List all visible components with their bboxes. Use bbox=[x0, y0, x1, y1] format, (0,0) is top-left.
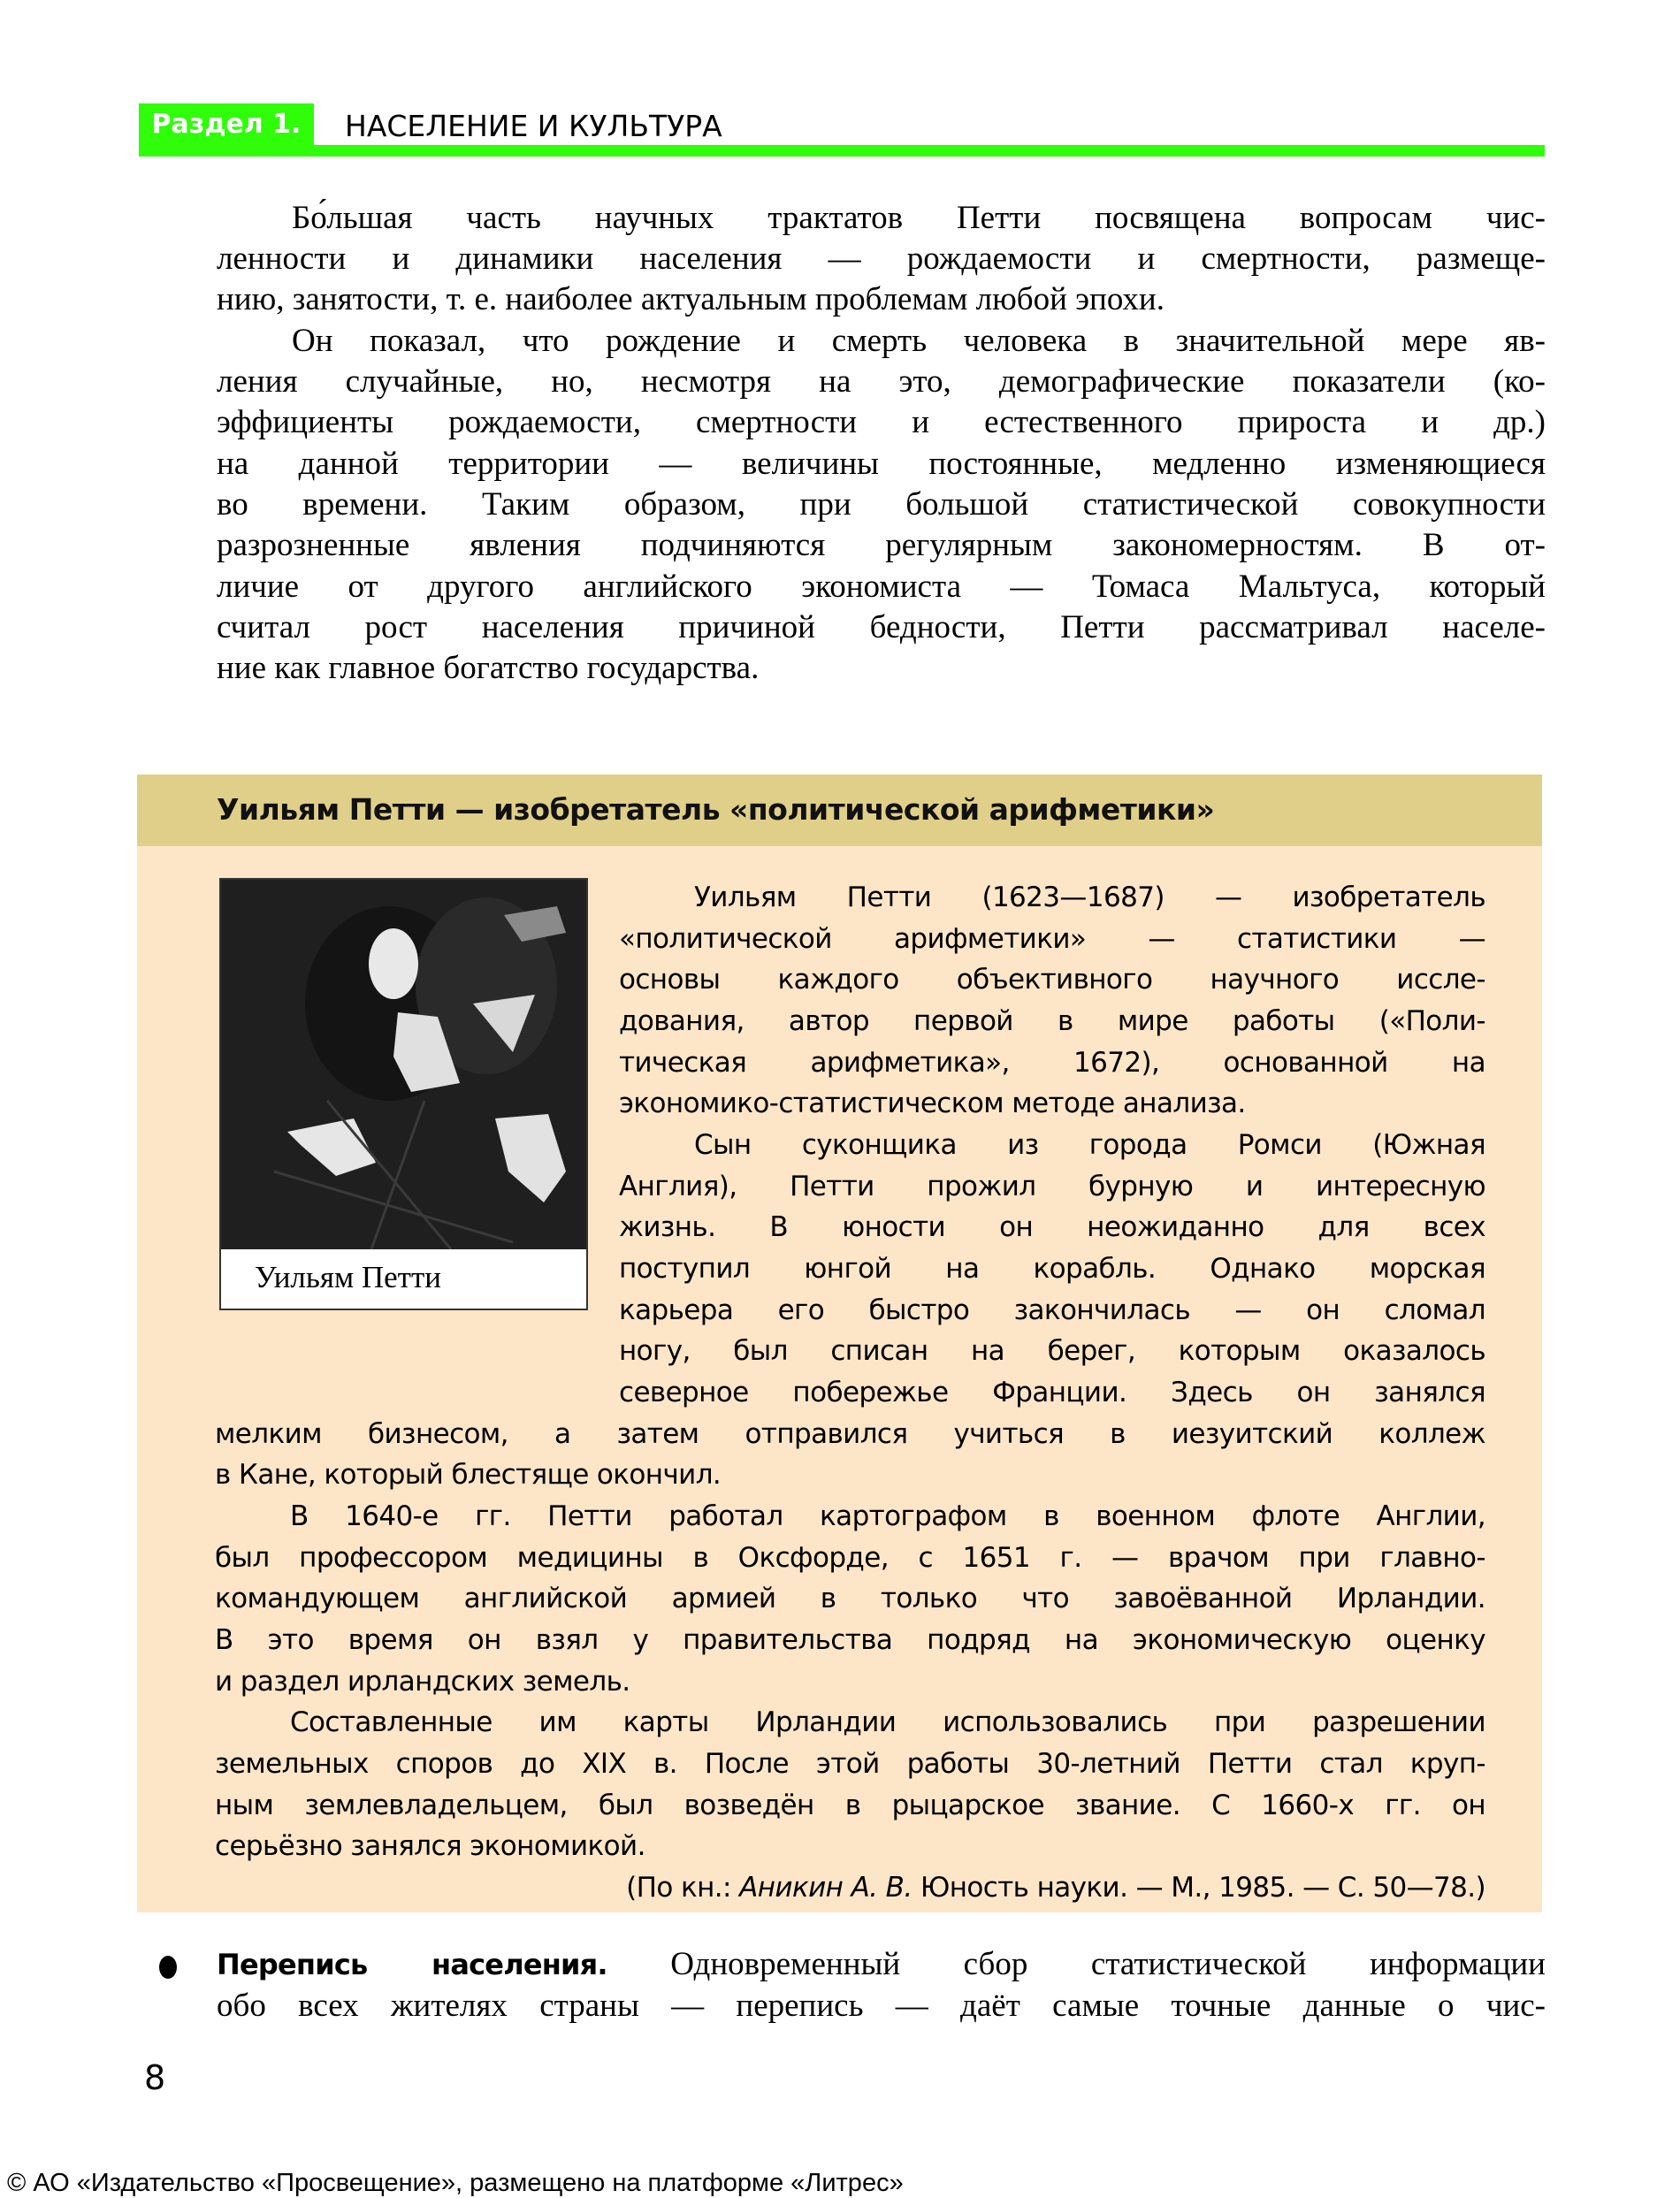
box-text-line: экономико-статистическом методе анализа. bbox=[619, 1088, 1246, 1119]
text-line: Бо́льшая часть научных трактатов Петти посвящена вопросам чис- bbox=[292, 200, 1546, 236]
bullet-text: Одновременный сбор статистической информации bbox=[607, 1946, 1546, 1982]
box-text-line: серьёзно занялся экономикой. bbox=[215, 1830, 645, 1862]
citation-author: Аникин А. В. bbox=[739, 1872, 913, 1904]
bullet-term: Перепись населения. bbox=[217, 1948, 607, 1981]
box-text-line: командующем английской армией в только что завоёванной Ирландии. bbox=[215, 1583, 1485, 1614]
copyright-footer: © АО «Издательство «Просвещение», размещено на платформе «Литрес» bbox=[7, 2169, 904, 2197]
text-line: нию, занятости, т. е. наиболее актуальным проблемам любой эпохи. bbox=[217, 281, 1165, 317]
citation-rest: Юность науки. — М., 1985. — С. 50—78.) bbox=[912, 1872, 1485, 1904]
box-text-line: дования, автор первой в мире работы («Поли- bbox=[619, 1005, 1485, 1037]
box-text-line: карьера его быстро закончилась — он сломал bbox=[619, 1294, 1485, 1326]
box-text-line: северное побережье Франции. Здесь он занялся bbox=[619, 1377, 1485, 1408]
box-text-line: ным землевладельцем, был возведён в рыцарское звание. С 1660-х гг. он bbox=[215, 1790, 1485, 1821]
box-text-line: Англия), Петти прожил бурную и интересную bbox=[619, 1171, 1485, 1202]
text-line: разрозненные явления подчиняются регулярным закономерностям. В от- bbox=[217, 527, 1546, 563]
header-rule bbox=[139, 145, 1545, 156]
box-text-line: Уильям Петти (1623—1687) — изобретатель bbox=[694, 881, 1485, 913]
text-line: обо всех жителях страны — перепись — даёт самые точные данные о чис- bbox=[217, 1988, 1546, 2024]
text-line: Он показал, что рождение и смерть человека в значительной мере яв- bbox=[292, 323, 1546, 359]
citation-prefix: (По кн.: bbox=[626, 1872, 740, 1904]
bullet-line bbox=[217, 1944, 1546, 1985]
box-text-line: Сын суконщика из города Ромси (Южная bbox=[694, 1129, 1485, 1161]
text-line: во времени. Таким образом, при большой статистической совокупности bbox=[217, 486, 1546, 523]
box-text-line: тическая арифметика», 1672), основанной на bbox=[619, 1047, 1485, 1079]
box-text-line: земельных споров до XIX в. После этой работы 30-летний Петти стал круп- bbox=[215, 1748, 1485, 1780]
box-text-line: поступил юнгой на корабль. Однако морская bbox=[619, 1253, 1485, 1285]
box-text-line: «политической арифметики» — статистики — bbox=[619, 923, 1485, 955]
box-text-line: В 1640-е гг. Петти работал картографом в военном флоте Англии, bbox=[290, 1500, 1485, 1532]
section-label: Раздел 1. bbox=[151, 109, 302, 140]
page-number: 8 bbox=[144, 2058, 166, 2097]
box-text-line: и раздел ирландских земель. bbox=[215, 1666, 630, 1698]
portrait-figure bbox=[219, 878, 588, 1310]
portrait-image bbox=[221, 880, 586, 1249]
box-text-line: основы каждого объективного научного иссле- bbox=[619, 964, 1485, 996]
text-line: эффициенты рождаемости, смертности и естественного прироста и др.) bbox=[217, 404, 1546, 440]
section-title: НАСЕЛЕНИЕ И КУЛЬТУРА bbox=[345, 109, 722, 143]
box-text-line: В это время он взял у правительства подряд на экономическую оценку bbox=[215, 1624, 1485, 1656]
bullet-icon bbox=[159, 1956, 177, 1979]
text-line: ления случайные, но, несмотря на это, демографические показатели (ко- bbox=[217, 363, 1546, 400]
box-text-line: ногу, был списан на берег, которым оказалось bbox=[619, 1335, 1485, 1367]
info-box-title: Уильям Петти — изобретатель «политической арифметики» bbox=[217, 792, 1215, 827]
text-line: личие от другого английского экономиста — Томаса Мальтуса, который bbox=[217, 569, 1546, 605]
box-text-line: мелким бизнесом, а затем отправился учиться в иезуитский коллеж bbox=[215, 1418, 1485, 1450]
text-line: считал рост населения причиной бедности, Петти рассматривал населе- bbox=[217, 609, 1546, 645]
box-text-line: Составленные им карты Ирландии использовались при разрешении bbox=[290, 1706, 1485, 1738]
citation bbox=[215, 1867, 1485, 1908]
text-line: на данной территории — величины постоянные, медленно изменяющиеся bbox=[217, 446, 1546, 482]
text-line: ние как главное богатство государства. bbox=[217, 650, 760, 686]
portrait-caption: Уильям Петти bbox=[255, 1260, 441, 1294]
box-text-line: жизнь. В юности он неожиданно для всех bbox=[619, 1211, 1485, 1243]
text-line: ленности и динамики населения — рождаемости и смертности, размеще- bbox=[217, 240, 1546, 277]
box-text-line: в Кане, который блестяще окончил. bbox=[215, 1459, 722, 1491]
box-text-line: был профессором медицины в Оксфорде, с 1651 г. — врачом при главно- bbox=[215, 1542, 1485, 1574]
